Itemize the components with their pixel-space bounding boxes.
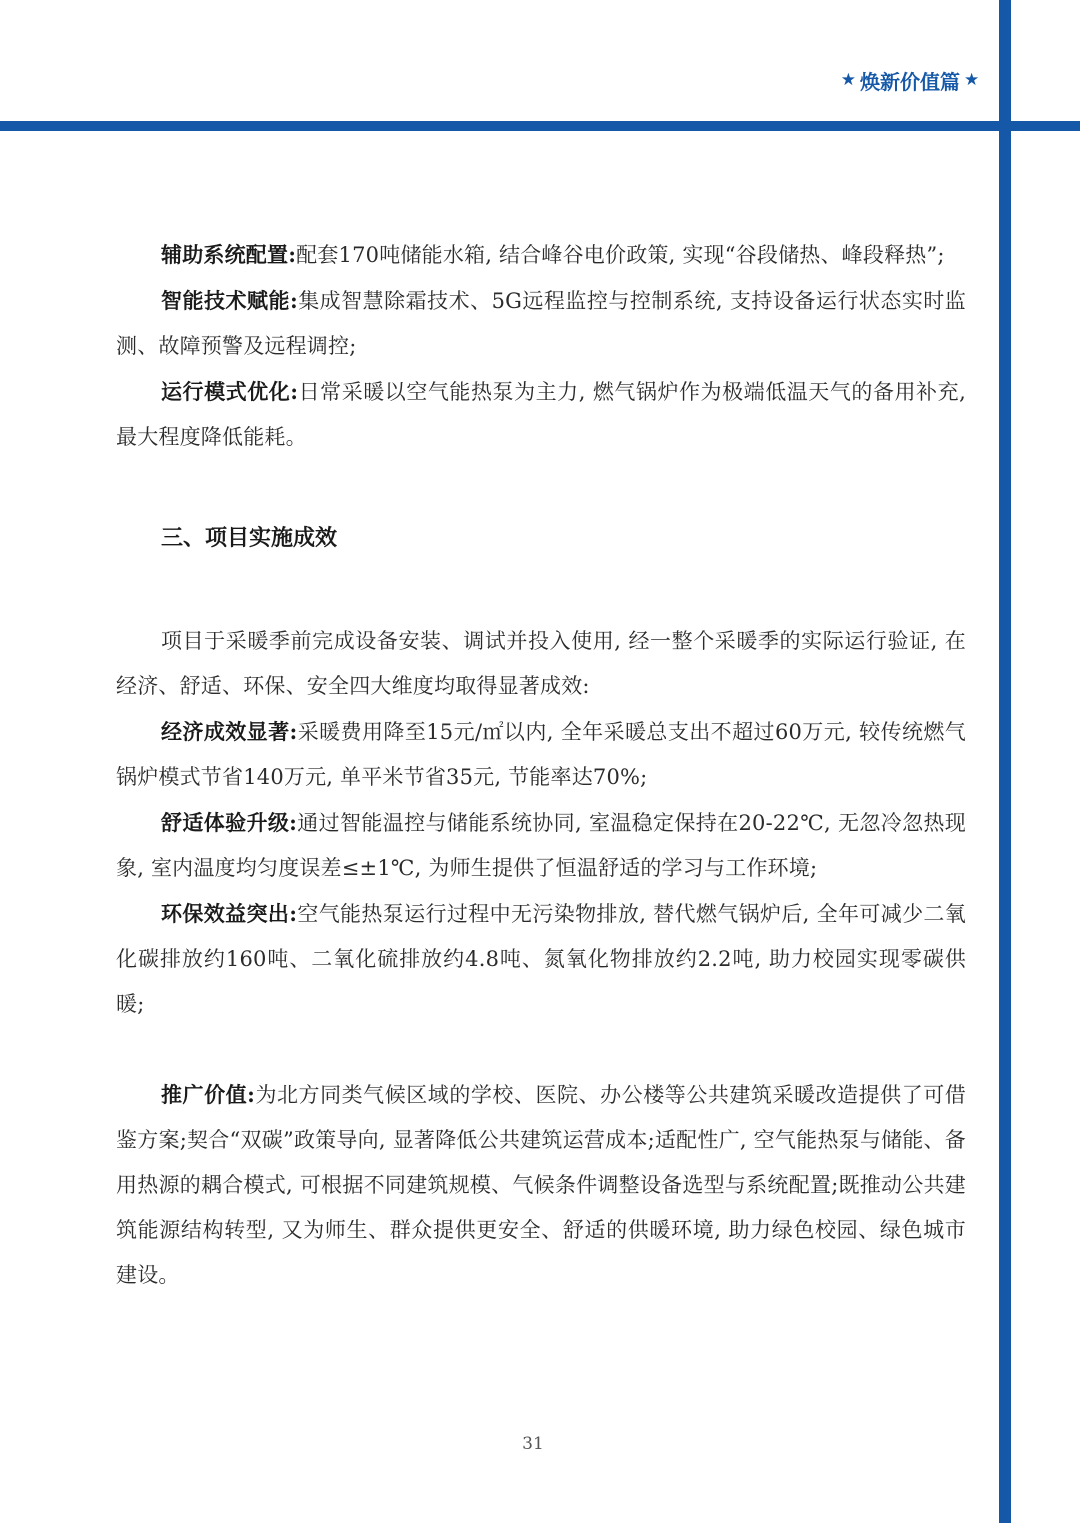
paragraph-text: 日常采暖以空气能热泵为主力, 燃气锅炉作为极端低温天气的备用补充, 最大程度降低能耗。	[116, 380, 967, 449]
paragraph-text: 集成智慧除霜技术、5G远程监控与控制系统, 支持设备运行状态实时监测、故障预警及远程调控;	[116, 289, 966, 358]
paragraph-text: 空气能热泵运行过程中无污染物排放, 替代燃气锅炉后, 全年可减少二氧化碳排放约160吨、二氧化硫排放约4.8吨、氮氧化物排放约2.2吨, 助力校园实现零碳供暖;	[116, 902, 966, 1016]
paragraph-operation-mode	[116, 369, 966, 460]
section-tag	[830, 64, 990, 96]
paragraph-lead: 环保效益突出:	[161, 901, 298, 926]
star-icon: ★	[840, 69, 856, 90]
paragraph-lead: 舒适体验升级:	[161, 810, 298, 835]
section-title: 焕新价值篇	[860, 69, 960, 94]
paragraph-promotion	[116, 1072, 966, 1298]
section-heading: 三、项目实施成效	[161, 525, 338, 551]
paragraph-intro: 项目于采暖季前完成设备安装、调试并投入使用, 经一整个采暖季的实际运行验证, 在经济、舒适、环保、安全四大维度均取得显著成效:	[116, 629, 966, 698]
paragraph-comfort	[116, 800, 966, 891]
vertical-accent-bar	[999, 0, 1011, 1523]
paragraph-smart-tech	[116, 278, 966, 369]
paragraph-text: 采暖费用降至15元/㎡以内, 全年采暖总支出不超过60万元, 较传统燃气锅炉模式节省140万元, 单平米节省35元, 节能率达70%;	[116, 720, 966, 789]
paragraph-environment	[116, 891, 966, 1027]
paragraph-lead: 经济成效显著:	[161, 719, 298, 744]
paragraph-economic	[116, 709, 966, 800]
paragraph-lead: 运行模式优化:	[161, 379, 299, 404]
paragraph-text: 配套170吨储能水箱, 结合峰谷电价政策, 实现“谷段储热、峰段释热”;	[296, 243, 945, 267]
paragraph-lead: 推广价值:	[161, 1082, 256, 1107]
paragraph-lead: 辅助系统配置:	[161, 242, 297, 267]
paragraph-text: 为北方同类气候区域的学校、医院、办公楼等公共建筑采暖改造提供了可借鉴方案;契合“双碳”政策导向, 显著降低公共建筑运营成本;适配性广, 空气能热泵与储能、备用热源的耦合模式, 可根据不同建筑规模、气候条件调整设备选型与系统配置;既推动公共建筑能源结构转型, 又为师生、群众提供更安全、舒适的供暖环境, 助力绿色校园、绿色城市建设。	[116, 1083, 966, 1287]
horizontal-accent-bar	[0, 121, 1080, 131]
page-number: 31	[522, 1434, 544, 1454]
article-body	[116, 232, 966, 1298]
star-icon: ★	[964, 69, 980, 90]
paragraph-aux-system	[116, 232, 966, 278]
paragraph-lead: 智能技术赋能:	[161, 288, 298, 313]
paragraph-text: 通过智能温控与储能系统协同, 室温稳定保持在20-22℃, 无忽冷忽热现象, 室内温度均匀度误差≤±1℃, 为师生提供了恒温舒适的学习与工作环境;	[116, 811, 966, 880]
